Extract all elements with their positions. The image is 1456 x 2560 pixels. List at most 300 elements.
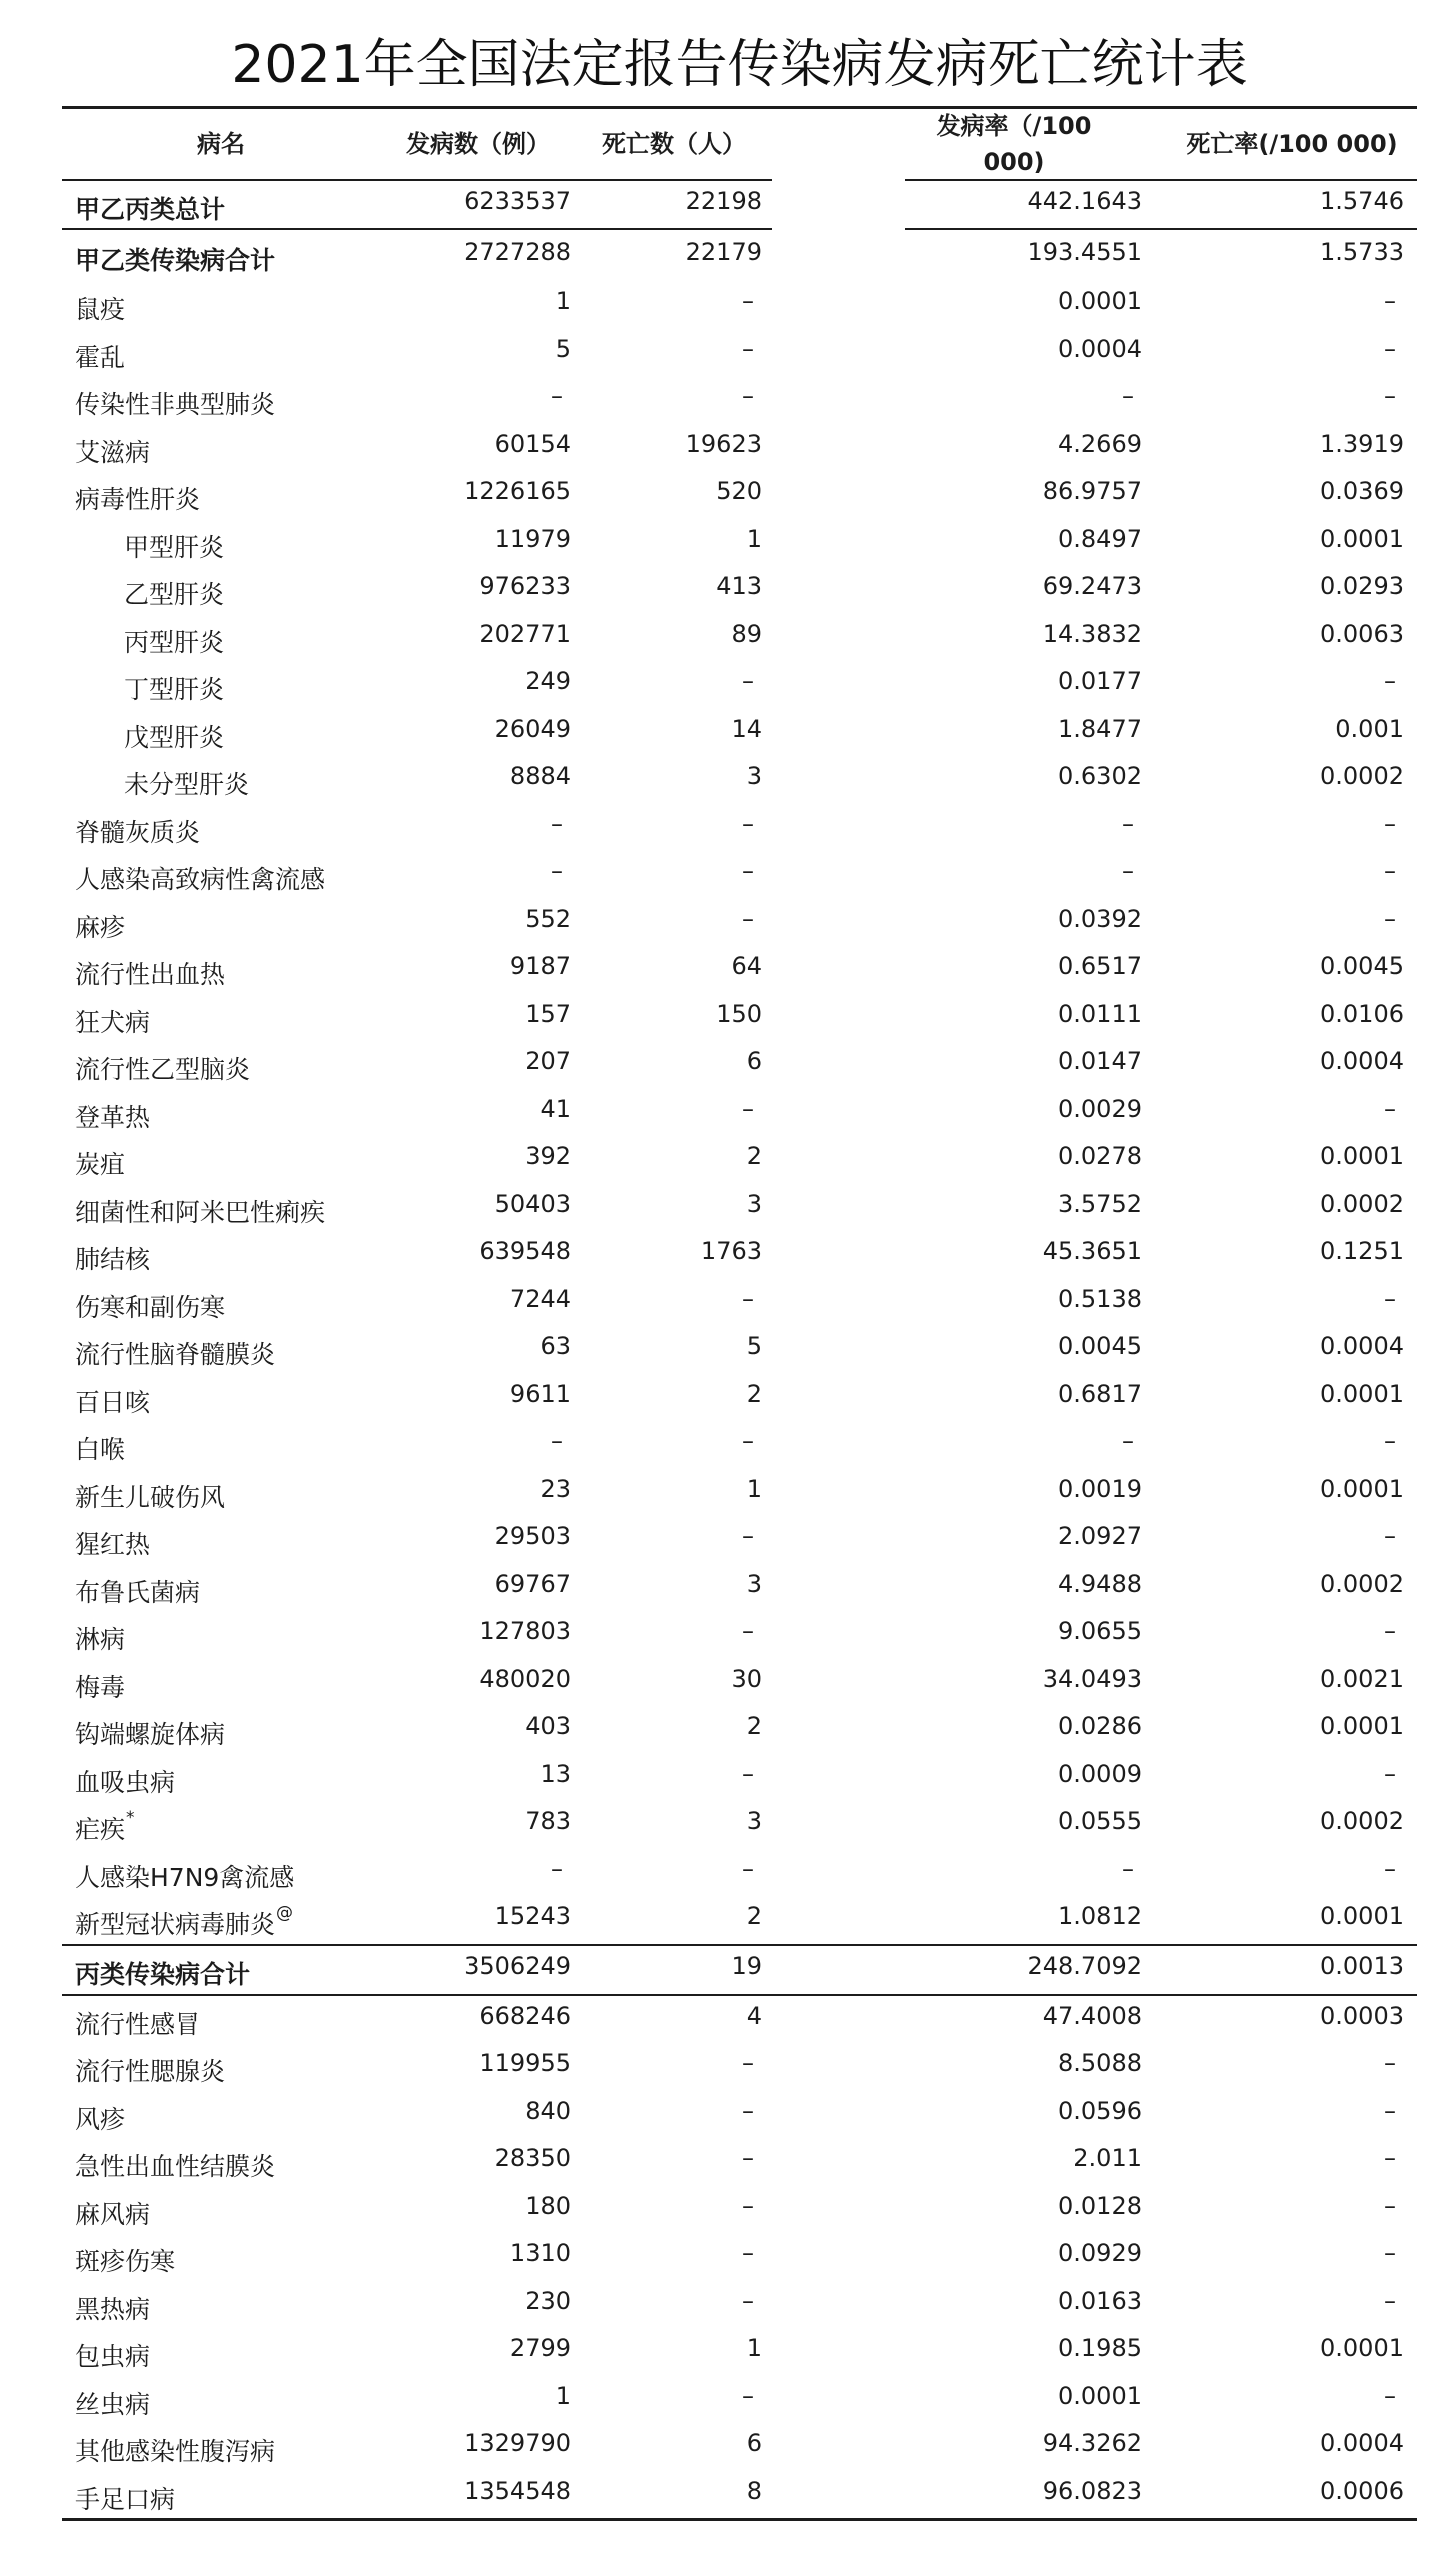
disease-name xyxy=(75,281,125,329)
disease-row xyxy=(62,281,1417,329)
deaths-cell: – xyxy=(742,1617,754,1646)
disease-name xyxy=(75,1946,250,1994)
cases-cell: 119955 xyxy=(479,2049,571,2078)
disease-row xyxy=(62,2186,1417,2234)
deaths-cell: 2 xyxy=(746,1902,762,1931)
mortality-rate-cell: 0.0004 xyxy=(1320,1047,1404,1076)
cases-cell: 230 xyxy=(525,2286,571,2315)
deaths-cell: – xyxy=(742,667,754,696)
disease-name-text: 血吸虫病 xyxy=(75,1767,176,1797)
disease-name xyxy=(75,1279,225,1327)
mortality-rate-cell: – xyxy=(1384,382,1396,411)
disease-row xyxy=(62,2281,1417,2329)
mortality-rate-cell: 0.0013 xyxy=(1320,1952,1404,1980)
mortality-rate-cell: – xyxy=(1384,809,1396,838)
disease-name xyxy=(75,1564,200,1612)
deaths-cell: 3 xyxy=(746,1189,762,1218)
disease-name xyxy=(75,2138,275,2186)
disease-row xyxy=(62,994,1417,1042)
disease-name xyxy=(75,329,125,377)
disease-name xyxy=(124,519,224,567)
disease-name-text: 戊型肝炎 xyxy=(124,722,225,752)
mortality-rate-cell: – xyxy=(1384,2096,1396,2125)
mortality-rate-cell: – xyxy=(1384,904,1396,933)
disease-name xyxy=(124,709,224,757)
disease-name xyxy=(75,2423,275,2471)
incidence-rate-cell: 4.2669 xyxy=(1058,429,1142,458)
mortality-rate-cell: – xyxy=(1384,1522,1396,1551)
cases-cell: – xyxy=(551,809,563,838)
mortality-rate-cell: 0.0001 xyxy=(1320,1712,1404,1741)
cases-cell: 3506249 xyxy=(464,1952,571,1980)
disease-name-text: 登革热 xyxy=(75,1102,151,1132)
deaths-cell: 3 xyxy=(746,762,762,791)
cases-cell: 23 xyxy=(540,1474,571,1503)
disease-name xyxy=(75,1849,294,1897)
incidence-rate-cell: 0.6817 xyxy=(1058,1379,1142,1408)
mortality-rate-cell: 0.0002 xyxy=(1320,1807,1404,1836)
disease-row xyxy=(62,1089,1417,1137)
disease-row xyxy=(62,1754,1417,1802)
incidence-rate-cell: 69.2473 xyxy=(1042,572,1142,601)
cases-cell: 1 xyxy=(555,2381,571,2410)
disease-row xyxy=(62,2376,1417,2424)
deaths-cell: – xyxy=(742,809,754,838)
deaths-cell: 1 xyxy=(746,1474,762,1503)
incidence-rate-cell: 8.5088 xyxy=(1058,2049,1142,2078)
disease-name-text: 风疹 xyxy=(75,2104,126,2134)
disease-name xyxy=(75,994,150,1042)
mortality-rate-cell: – xyxy=(1384,1427,1396,1456)
class-total-row xyxy=(62,229,1417,281)
disease-name xyxy=(75,1896,293,1944)
disease-row xyxy=(62,1896,1417,1944)
disease-name-text: 丁型肝炎 xyxy=(124,675,225,705)
deaths-cell: 3 xyxy=(746,1569,762,1598)
cases-cell: 1226165 xyxy=(464,477,571,506)
disease-name xyxy=(75,1326,275,1374)
cases-cell: 11979 xyxy=(494,524,571,553)
deaths-cell: 1763 xyxy=(700,1237,762,1266)
cases-cell: 783 xyxy=(525,1807,571,1836)
disease-name-text: 猩红热 xyxy=(75,1530,151,1560)
disease-row xyxy=(62,1611,1417,1659)
incidence-rate-cell: 0.0001 xyxy=(1058,287,1142,316)
mortality-rate-cell: – xyxy=(1384,2381,1396,2410)
header-cases: 发病数（例） xyxy=(406,130,550,158)
incidence-rate-cell: – xyxy=(1122,1854,1134,1883)
incidence-rate-cell: 0.6517 xyxy=(1058,952,1142,981)
deaths-cell: 2 xyxy=(746,1712,762,1741)
disease-row xyxy=(62,1706,1417,1754)
incidence-rate-cell: 0.0128 xyxy=(1058,2191,1142,2220)
cases-cell: 403 xyxy=(525,1712,571,1741)
disease-name xyxy=(75,1659,125,1707)
deaths-cell: 1 xyxy=(746,2334,762,2363)
incidence-rate-cell: – xyxy=(1122,382,1134,411)
disease-name-text: 流行性腮腺炎 xyxy=(75,2057,226,2087)
incidence-rate-cell: 47.4008 xyxy=(1042,2001,1142,2030)
incidence-rate-cell: 94.3262 xyxy=(1042,2429,1142,2458)
deaths-cell: 6 xyxy=(746,2429,762,2458)
incidence-rate-cell: 0.1985 xyxy=(1058,2334,1142,2363)
disease-row xyxy=(62,899,1417,947)
disease-name xyxy=(75,1801,135,1849)
incidence-rate-cell: 0.0147 xyxy=(1058,1047,1142,1076)
disease-name xyxy=(75,2328,150,2376)
disease-name-text: 梅毒 xyxy=(75,1672,126,1702)
deaths-cell: – xyxy=(742,1759,754,1788)
cases-cell: 7244 xyxy=(509,1284,571,1313)
cases-cell: 552 xyxy=(525,904,571,933)
mortality-rate-cell: – xyxy=(1384,1617,1396,1646)
disease-name xyxy=(75,1469,225,1517)
disease-row xyxy=(62,1996,1417,2044)
disease-name xyxy=(124,566,224,614)
deaths-cell: 3 xyxy=(746,1807,762,1836)
disease-row xyxy=(62,1326,1417,1374)
cases-cell: 29503 xyxy=(494,1522,571,1551)
cases-cell: 976233 xyxy=(479,572,571,601)
disease-row xyxy=(62,1516,1417,1564)
mortality-rate-cell: 0.0002 xyxy=(1320,1189,1404,1218)
deaths-cell: – xyxy=(742,2239,754,2268)
mortality-rate-cell: – xyxy=(1384,1094,1396,1123)
disease-name xyxy=(75,1136,125,1184)
deaths-cell: – xyxy=(742,1284,754,1313)
mortality-rate-cell: 0.0004 xyxy=(1320,2429,1404,2458)
incidence-rate-cell: 248.7092 xyxy=(1027,1952,1142,1980)
disease-name-text: 疟疾 xyxy=(75,1815,126,1845)
cases-cell: 6233537 xyxy=(464,187,571,215)
disease-name-text: 艾滋病 xyxy=(75,437,151,467)
deaths-cell: 6 xyxy=(746,1047,762,1076)
disease-name-text: 甲乙丙类总计 xyxy=(75,195,226,224)
incidence-rate-cell: 0.0001 xyxy=(1058,2381,1142,2410)
disease-name-text: 乙型肝炎 xyxy=(124,580,225,610)
disease-name-text: 丝虫病 xyxy=(75,2389,151,2419)
mortality-rate-cell: 1.5733 xyxy=(1320,237,1404,266)
disease-row xyxy=(62,1564,1417,1612)
deaths-cell: 19623 xyxy=(685,429,762,458)
mortality-rate-cell: 1.5746 xyxy=(1320,187,1404,215)
cases-cell: 2799 xyxy=(509,2334,571,2363)
disease-name xyxy=(75,2043,225,2091)
deaths-cell: – xyxy=(742,1854,754,1883)
disease-name-text: 钩端螺旋体病 xyxy=(75,1720,226,1750)
disease-name-text: 丙类传染病合计 xyxy=(75,1960,251,1989)
deaths-cell: 64 xyxy=(731,952,762,981)
mortality-rate-cell: 0.0001 xyxy=(1320,524,1404,553)
disease-row xyxy=(62,471,1417,519)
disease-name-text: 人感染H7N9禽流感 xyxy=(75,1862,295,1892)
cases-cell: – xyxy=(551,1427,563,1456)
incidence-rate-cell: 0.0286 xyxy=(1058,1712,1142,1741)
disease-name-text: 白喉 xyxy=(75,1435,126,1465)
disease-name-text: 流行性感冒 xyxy=(75,2009,201,2039)
deaths-cell: 2 xyxy=(746,1142,762,1171)
footnote-mark: * xyxy=(126,1808,135,1829)
cases-cell: 840 xyxy=(525,2096,571,2125)
disease-row xyxy=(62,1659,1417,1707)
incidence-rate-cell: 0.8497 xyxy=(1058,524,1142,553)
incidence-rate-cell: 1.0812 xyxy=(1058,1902,1142,1931)
disease-subtype-row xyxy=(62,661,1417,709)
disease-name-text: 包虫病 xyxy=(75,2342,151,2372)
deaths-cell: 19 xyxy=(731,1952,762,1980)
disease-name xyxy=(75,180,225,229)
cases-cell: – xyxy=(551,857,563,886)
disease-name-text: 百日咳 xyxy=(75,1387,151,1417)
cases-cell: 1310 xyxy=(509,2239,571,2268)
disease-row xyxy=(62,424,1417,472)
cases-cell: 1 xyxy=(555,287,571,316)
disease-subtype-row xyxy=(62,566,1417,614)
mortality-rate-cell: 0.0004 xyxy=(1320,1332,1404,1361)
mortality-rate-cell: 0.0002 xyxy=(1320,762,1404,791)
cases-cell: – xyxy=(551,1854,563,1883)
disease-name-text: 脊髓灰质炎 xyxy=(75,817,201,847)
deaths-cell: – xyxy=(742,2191,754,2220)
disease-row xyxy=(62,1469,1417,1517)
incidence-rate-cell: 2.011 xyxy=(1073,2144,1142,2173)
disease-name-text: 鼠疫 xyxy=(75,295,126,325)
mortality-rate-cell: 0.0063 xyxy=(1320,619,1404,648)
disease-name xyxy=(75,2233,175,2281)
disease-name-text: 布鲁氏菌病 xyxy=(75,1577,201,1607)
disease-name xyxy=(75,851,325,899)
cases-cell: 41 xyxy=(540,1094,571,1123)
deaths-cell: 150 xyxy=(716,999,762,1028)
disease-name xyxy=(75,424,150,472)
disease-row xyxy=(62,1136,1417,1184)
disease-row xyxy=(62,1041,1417,1089)
cases-cell: 180 xyxy=(525,2191,571,2220)
disease-name xyxy=(75,2471,175,2519)
disease-subtype-row xyxy=(62,614,1417,662)
mortality-rate-cell: – xyxy=(1384,2239,1396,2268)
mortality-rate-cell: 0.0001 xyxy=(1320,1902,1404,1931)
incidence-rate-cell: 2.0927 xyxy=(1058,1522,1142,1551)
cases-cell: 9187 xyxy=(509,952,571,981)
incidence-rate-cell: 442.1643 xyxy=(1027,187,1142,215)
incidence-rate-cell: 0.0278 xyxy=(1058,1142,1142,1171)
cases-cell: 60154 xyxy=(494,429,571,458)
cases-cell: 1354548 xyxy=(464,2476,571,2505)
disease-name-text: 霍乱 xyxy=(75,342,126,372)
cases-cell: 668246 xyxy=(479,2001,571,2030)
table-body xyxy=(62,180,1417,2521)
page-title: 2021年全国法定报告传染病发病死亡统计表 xyxy=(231,35,1248,95)
disease-name xyxy=(75,1231,150,1279)
disease-name-text: 细菌性和阿米巴性痢疾 xyxy=(75,1197,326,1227)
disease-name xyxy=(75,2281,150,2329)
disease-name-text: 其他感染性腹泻病 xyxy=(75,2437,276,2467)
cases-cell: 63 xyxy=(540,1332,571,1361)
deaths-cell: 4 xyxy=(746,2001,762,2030)
disease-name xyxy=(124,614,224,662)
disease-name xyxy=(75,1611,125,1659)
disease-name xyxy=(75,1374,150,1422)
disease-name-text: 手足口病 xyxy=(75,2484,176,2514)
cases-cell: 26049 xyxy=(494,714,571,743)
disease-row xyxy=(62,1801,1417,1849)
cases-cell: – xyxy=(551,382,563,411)
deaths-cell: 14 xyxy=(731,714,762,743)
incidence-rate-cell: 0.0596 xyxy=(1058,2096,1142,2125)
incidence-rate-cell: 34.0493 xyxy=(1042,1664,1142,1693)
disease-name-text: 未分型肝炎 xyxy=(124,770,250,800)
disease-name-text: 伤寒和副伤寒 xyxy=(75,1292,226,1322)
cases-cell: 207 xyxy=(525,1047,571,1076)
deaths-cell: – xyxy=(742,2049,754,2078)
mortality-rate-cell: 0.0006 xyxy=(1320,2476,1404,2505)
disease-row xyxy=(62,1374,1417,1422)
incidence-rate-cell: 0.0004 xyxy=(1058,334,1142,363)
disease-name-text: 流行性出血热 xyxy=(75,960,226,990)
disease-name xyxy=(75,899,125,947)
disease-name xyxy=(75,1184,325,1232)
cases-cell: 9611 xyxy=(509,1379,571,1408)
mortality-rate-cell: 0.0003 xyxy=(1320,2001,1404,2030)
class-total-row xyxy=(62,1944,1417,1996)
disease-name xyxy=(75,946,225,994)
disease-row xyxy=(62,2328,1417,2376)
deaths-cell: – xyxy=(742,334,754,363)
deaths-cell: – xyxy=(742,2286,754,2315)
disease-name xyxy=(75,2186,150,2234)
incidence-rate-cell: 0.0111 xyxy=(1058,999,1142,1028)
incidence-rate-cell: – xyxy=(1122,1427,1134,1456)
disease-name-text: 新生儿破伤风 xyxy=(75,1482,226,1512)
incidence-rate-cell: 4.9488 xyxy=(1058,1569,1142,1598)
incidence-rate-cell: 0.0029 xyxy=(1058,1094,1142,1123)
mortality-rate-cell: 0.0045 xyxy=(1320,952,1404,981)
mortality-rate-cell: – xyxy=(1384,2144,1396,2173)
disease-name xyxy=(75,1041,250,1089)
deaths-cell: 1 xyxy=(746,524,762,553)
incidence-rate-cell: 0.0929 xyxy=(1058,2239,1142,2268)
header-incidence-rate: 发病率（/100 000) xyxy=(936,112,1092,176)
disease-name-text: 流行性脑脊髓膜炎 xyxy=(75,1340,276,1370)
disease-name-text: 狂犬病 xyxy=(75,1007,151,1037)
deaths-cell: 22198 xyxy=(685,187,762,215)
disease-name xyxy=(75,2091,125,2139)
mortality-rate-cell: 0.0001 xyxy=(1320,1474,1404,1503)
disease-row xyxy=(62,2471,1417,2519)
disease-name-text: 急性出血性结膜炎 xyxy=(75,2152,276,2182)
disease-name-text: 麻风病 xyxy=(75,2199,151,2229)
cases-cell: 50403 xyxy=(494,1189,571,1218)
incidence-rate-cell: 0.0163 xyxy=(1058,2286,1142,2315)
cases-cell: 5 xyxy=(555,334,571,363)
disease-name-text: 传染性非典型肺炎 xyxy=(75,390,276,420)
cases-cell: 13 xyxy=(540,1759,571,1788)
grand-total-row xyxy=(62,180,1417,229)
disease-name-text: 新型冠状病毒肺炎 xyxy=(75,1910,276,1940)
mortality-rate-cell: 0.0001 xyxy=(1320,1379,1404,1408)
disease-name-text: 淋病 xyxy=(75,1625,126,1655)
disease-row xyxy=(62,376,1417,424)
cases-cell: 127803 xyxy=(479,1617,571,1646)
mortality-rate-cell: – xyxy=(1384,2286,1396,2315)
incidence-rate-cell: 0.5138 xyxy=(1058,1284,1142,1313)
disease-name-text: 病毒性肝炎 xyxy=(75,485,201,515)
disease-name-text: 丙型肝炎 xyxy=(124,627,225,657)
deaths-cell: – xyxy=(742,904,754,933)
deaths-cell: – xyxy=(742,1522,754,1551)
cases-cell: 28350 xyxy=(494,2144,571,2173)
incidence-rate-cell: – xyxy=(1122,809,1134,838)
deaths-cell: – xyxy=(742,857,754,886)
deaths-cell: – xyxy=(742,1427,754,1456)
table-header xyxy=(62,108,1417,180)
header-deaths: 死亡数（人） xyxy=(602,130,746,158)
mortality-rate-cell: – xyxy=(1384,667,1396,696)
deaths-cell: 89 xyxy=(731,619,762,648)
cases-cell: 639548 xyxy=(479,1237,571,1266)
mortality-rate-cell: – xyxy=(1384,2049,1396,2078)
footnote-mark: @ xyxy=(276,1903,294,1924)
incidence-rate-cell: 0.0009 xyxy=(1058,1759,1142,1788)
disease-row xyxy=(62,804,1417,852)
incidence-rate-cell: 45.3651 xyxy=(1042,1237,1142,1266)
disease-row xyxy=(62,2138,1417,2186)
cases-cell: 2727288 xyxy=(464,237,571,266)
disease-name-text: 麻疹 xyxy=(75,912,126,942)
disease-name xyxy=(124,661,224,709)
cases-cell: 69767 xyxy=(494,1569,571,1598)
incidence-rate-cell: 96.0823 xyxy=(1042,2476,1142,2505)
incidence-rate-cell: 0.0555 xyxy=(1058,1807,1142,1836)
incidence-rate-cell: 9.0655 xyxy=(1058,1617,1142,1646)
disease-row xyxy=(62,1849,1417,1897)
header-disease-name: 病名 xyxy=(197,130,245,158)
disease-name xyxy=(75,229,275,281)
disease-row xyxy=(62,1231,1417,1279)
incidence-rate-cell: – xyxy=(1122,857,1134,886)
mortality-rate-cell: 0.0001 xyxy=(1320,1142,1404,1171)
deaths-cell: – xyxy=(742,287,754,316)
mortality-rate-cell: – xyxy=(1384,1759,1396,1788)
deaths-cell: – xyxy=(742,2144,754,2173)
deaths-cell: – xyxy=(742,2381,754,2410)
deaths-cell: – xyxy=(742,2096,754,2125)
incidence-rate-cell: 193.4551 xyxy=(1027,237,1142,266)
disease-row xyxy=(62,2091,1417,2139)
disease-name-text: 黑热病 xyxy=(75,2294,151,2324)
incidence-rate-cell: 1.8477 xyxy=(1058,714,1142,743)
mortality-rate-cell: 0.0106 xyxy=(1320,999,1404,1028)
mortality-rate-cell: – xyxy=(1384,334,1396,363)
disease-subtype-row xyxy=(62,519,1417,567)
mortality-rate-cell: 0.0021 xyxy=(1320,1664,1404,1693)
cases-cell: 392 xyxy=(525,1142,571,1171)
disease-row xyxy=(62,851,1417,899)
disease-subtype-row xyxy=(62,709,1417,757)
mortality-rate-cell: 1.3919 xyxy=(1320,429,1404,458)
mortality-rate-cell: – xyxy=(1384,287,1396,316)
mortality-rate-cell: – xyxy=(1384,857,1396,886)
mortality-rate-cell: 0.0001 xyxy=(1320,2334,1404,2363)
disease-name xyxy=(75,1089,150,1137)
mortality-rate-cell: 0.0002 xyxy=(1320,1569,1404,1598)
deaths-cell: 413 xyxy=(716,572,762,601)
disease-row xyxy=(62,2233,1417,2281)
cases-cell: 8884 xyxy=(509,762,571,791)
disease-name xyxy=(75,1706,225,1754)
cases-cell: 480020 xyxy=(479,1664,571,1693)
